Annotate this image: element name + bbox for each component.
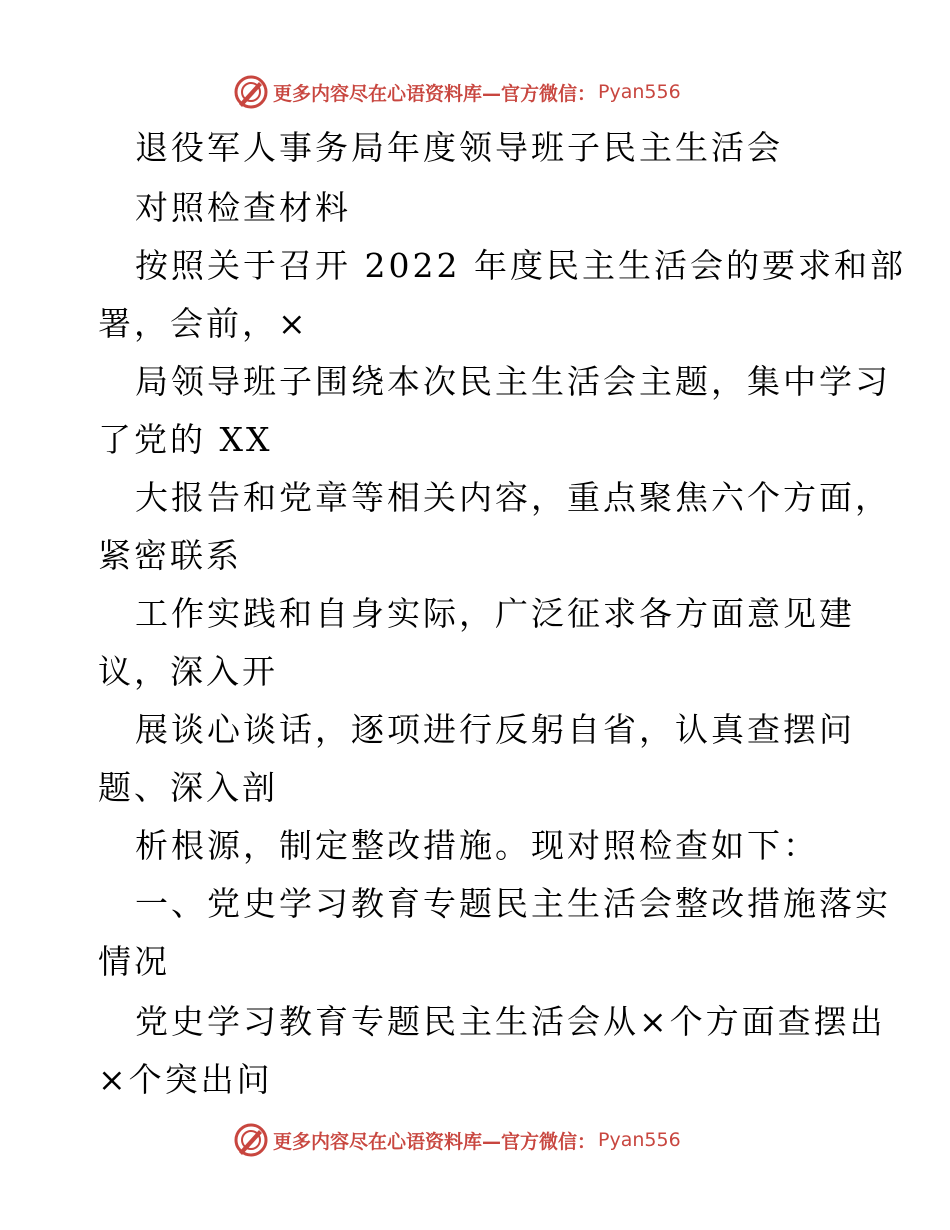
watermark-account: Pyan556 — [598, 81, 681, 103]
footer-watermark — [233, 1120, 681, 1160]
paragraph-line: 题、深入剖 — [98, 768, 278, 807]
pen-logo-icon — [233, 1122, 269, 1158]
paragraph-line: 紧密联系 — [98, 536, 242, 575]
watermark-account: Pyan556 — [598, 1129, 681, 1151]
paragraph-line: 了党的 XX — [98, 420, 273, 459]
paragraph-line: 工作实践和自身实际，广泛征求各方面意见建 — [135, 594, 855, 633]
section-heading: 一、党史学习教育专题民主生活会整改措施落实 — [135, 884, 891, 923]
watermark-text: 更多内容尽在心语资料库—官方微信： — [273, 82, 597, 105]
paragraph-line: 展谈心谈话，逐项进行反躬自省，认真查摆问 — [135, 710, 855, 749]
paragraph-line: 党史学习教育专题民主生活会从×个方面查摆出 — [135, 1002, 886, 1041]
section-heading-continued: 情况 — [98, 942, 170, 981]
paragraph-line: ×个突出问 — [98, 1060, 273, 1099]
paragraph-line: 析根源，制定整改措施。现对照检查如下： — [135, 826, 819, 865]
document-title: 退役军人事务局年度领导班子民主生活会 — [135, 128, 783, 167]
watermark-text: 更多内容尽在心语资料库—官方微信： — [273, 1130, 597, 1153]
document-subtitle: 对照检查材料 — [135, 188, 351, 227]
paragraph-line: 议，深入开 — [98, 652, 278, 691]
paragraph-line: 署，会前，× — [98, 304, 309, 343]
paragraph-line: 局领导班子围绕本次民主生活会主题，集中学习 — [135, 362, 891, 401]
paragraph-line: 按照关于召开 2022 年度民主生活会的要求和部 — [135, 246, 906, 285]
paragraph-line: 大报告和党章等相关内容，重点聚焦六个方面， — [135, 478, 891, 517]
